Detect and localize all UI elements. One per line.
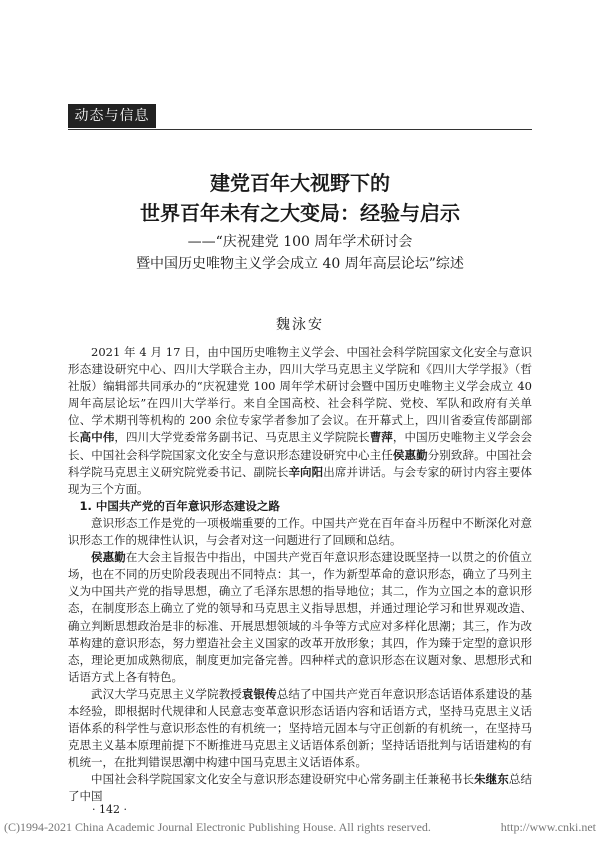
title-line-2: 世界百年未有之大变局：经验与启示 xyxy=(140,201,460,225)
text-run: 总结了中国共产党百年意识形态话语体系建设的基本经验，即根据时代规律和人民意志变革意识形态话语内容和话语方式，坚持马克思主义话语体系的科学性与意识形态性的有机统一；坚持培元固本与守正创新的有机统一，在坚持马克思主义基本原理前提下不断推进马克思主义话语体系创新；坚持话语批判与话语建构的有机统一，在批判错误思潮中构建中国马克思主义话语体系。 xyxy=(68,686,533,770)
person-name: 袁银传 xyxy=(241,686,277,701)
paragraph-2: 意识形态工作是党的一项极端重要的工作。中国共产党在百年奋斗历程中不断深化对意识形态工作的规律性认识，与会者对这一问题进行了回顾和总结。 xyxy=(68,515,532,548)
person-name: 侯惠勤 xyxy=(91,550,126,565)
text-run: ，四川大学党委常务副书记、马克思主义学院院长 xyxy=(114,430,370,445)
section-tag: 动态与信息 xyxy=(68,104,156,128)
text-run: ，中国历史唯物主义学会会长、中国社会科学院国家文化安全与意识形态建设研究中心主任 xyxy=(68,430,533,462)
copyright-footer xyxy=(4,820,596,835)
text-run: 出席并讲话。与会专家的研讨内容主要体现为三个方面。 xyxy=(68,464,533,496)
person-name: 侯惠勤 xyxy=(392,447,428,462)
header-rule xyxy=(68,129,532,130)
person-name: 辛向阳 xyxy=(288,464,324,479)
text-run: 在大会主旨报告中指出，中国共产党百年意识形态建设既坚持一以贯之的价值立场，也在不同的历史阶段表现出不同特点：其一，作为新型革命的意识形态，确立了马列主义为中国共产党的指导思想，确立了毛泽东思想的指导地位；其二，作为立国之本的意识形态，在制度形态上确立了党的领导和马克思主义指导思想，并通过理论学习和世界观改造、确立判断思想政治是非的标准、开展思想领域的斗争等方式应对多样化思潮；其三，作为改革构建的意识形态，努力塑造社会主义国家的改革开放形象；其四，作为臻于定型的意识形态，理论更加成熟彻底，制度更加完备完善。四种样式的意识形态在议题对象、思想形式和话语方式上各有特色。 xyxy=(68,550,532,684)
text-run: 2021 年 4 月 17 日，由中国历史唯物主义学会、中国社会科学院国家文化安全与意识形态建设研究中心、四川大学联合主办，四川大学马克思主义学院和《四川大学学报》（哲社版）编辑部共同承办的“庆祝建党 100 周年学术研讨会暨中国历史唯物主义学会成立 40 周年高层论坛”在四川大学举行。来自全国高校、社会科学院、党校、军队和政府有关单位、学术期刊等机构的 200 余位专家学者参加了会议。在开幕式上，四川省委宣传部副部长 xyxy=(68,345,532,445)
subtitle-line-1: ——“庆祝建党 100 周年学术研讨会 xyxy=(187,234,413,250)
person-name: 朱继东 xyxy=(474,772,509,787)
subtitle-line-2: 暨中国历史唯物主义学会成立 40 周年高层论坛”综述 xyxy=(136,256,464,272)
title-line-1: 建党百年大视野下的 xyxy=(210,171,390,195)
page-number: · 142 · xyxy=(92,803,127,816)
article-subtitle xyxy=(68,231,532,275)
section-heading-1: 1. 中国共产党的百年意识形态建设之路 xyxy=(79,498,280,513)
article-body xyxy=(68,344,532,806)
text-run: 武汉大学马克思主义学院教授 xyxy=(91,686,242,701)
person-name: 曹萍 xyxy=(369,430,393,445)
paragraph-3 xyxy=(68,549,532,686)
text-run: 总结了中国 xyxy=(68,772,533,804)
paragraph-1 xyxy=(68,344,532,498)
person-name: 高中伟 xyxy=(79,430,115,445)
text-run: 中国社会科学院国家文化安全与意识形态建设研究中心常务副主任兼秘书长 xyxy=(91,772,475,787)
article-title xyxy=(68,168,532,228)
paragraph-5 xyxy=(68,771,532,805)
paragraph-4 xyxy=(68,686,532,771)
copyright-text: (C)1994-2021 China Academic Journal Electronic Publishing House. All rights reserved. xyxy=(4,820,431,834)
author-name: 魏泳安 xyxy=(276,317,324,333)
text-run: 分别致辞。中国社会科学院马克思主义研究院党委书记、副院长 xyxy=(68,447,533,479)
cnki-link[interactable]: http://www.cnki.net xyxy=(500,820,596,834)
